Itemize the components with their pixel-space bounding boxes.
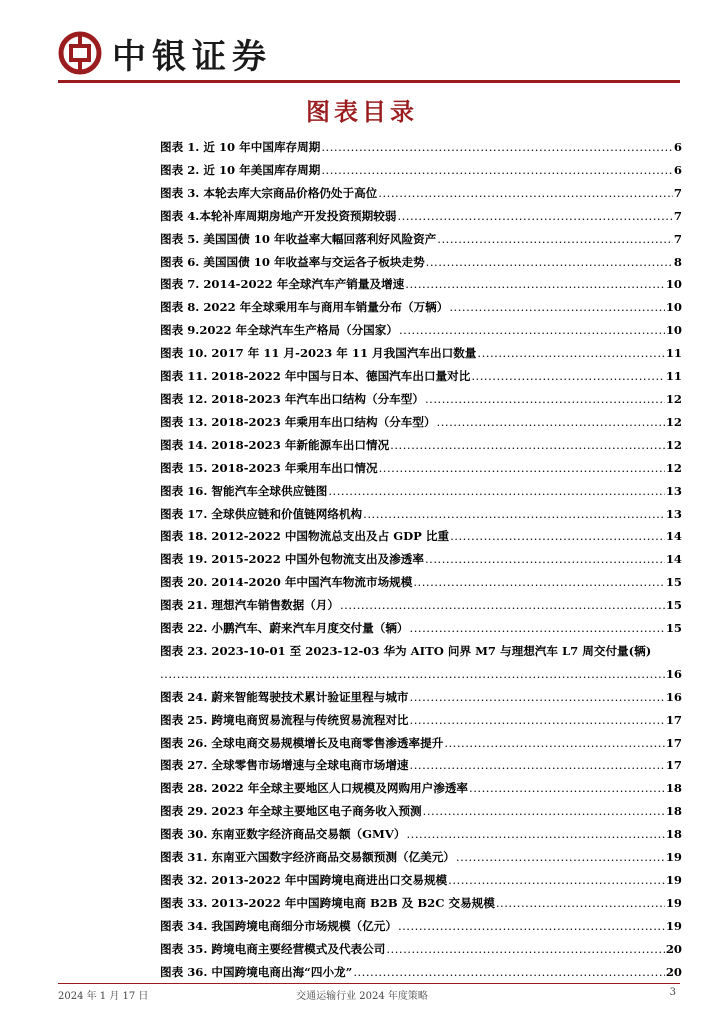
toc-entry-label: 图表 13. 2018-2023 年乘用车出口结构（分车型） (160, 414, 436, 429)
toc-leader-dots (471, 365, 665, 388)
toc-entry-page: 13 (665, 483, 682, 498)
toc-entry-label: 图表 33. 2013-2022 年中国跨境电商 B2B 及 B2C 交易规模 (160, 895, 495, 910)
toc-entry-label: 图表 28. 2022 年全球主要地区人口规模及网购用户渗透率 (160, 781, 469, 796)
toc-entry[interactable] (160, 525, 682, 548)
toc-entry-label: 图表 3. 本轮去库大宗商品价格仍处于高位 (160, 185, 378, 200)
toc-leader-dots (328, 480, 664, 503)
toc-entry-label: 图表 26. 全球电商交易规模增长及电商零售渗透率提升 (160, 735, 444, 750)
toc-entry-page: 18 (665, 781, 682, 796)
toc-entry-label: 图表 8. 2022 年全球乘用车与商用车销量分布（万辆） (160, 300, 449, 315)
toc-entry-label: 图表 19. 2015-2022 中国外包物流支出及渗透率 (160, 552, 424, 567)
toc-entry-label: 图表 6. 美国国债 10 年收益率与交运各子板块走势 (160, 254, 425, 269)
toc-entry[interactable] (160, 754, 682, 777)
toc-leader-dots (425, 388, 665, 411)
toc-entry-page: 17 (665, 712, 682, 727)
toc-entry-page: 7 (673, 185, 682, 200)
toc-entry-label: 图表 24. 蔚来智能驾驶技术累计验证里程与城市 (160, 689, 409, 704)
toc-leader-dots (450, 525, 665, 548)
toc-entry[interactable] (160, 296, 682, 319)
toc-entry-label: 图表 36. 中国跨境电商出海“四小龙” (160, 964, 353, 979)
footer-divider (58, 983, 680, 984)
toc-entry[interactable] (160, 686, 682, 709)
toc-entry-label: 图表 12. 2018-2023 年汽车出口结构（分车型） (160, 391, 424, 406)
toc-entry[interactable] (160, 846, 682, 869)
toc-leader-dots (410, 686, 665, 709)
bank-of-china-logo-icon (58, 31, 102, 75)
toc-entry[interactable] (160, 411, 682, 434)
toc-entry-label: 图表 1. 近 10 年中国库存周期 (160, 140, 321, 154)
toc-entry-page: 19 (665, 873, 682, 887)
toc-entry-label: 图表 30. 东南亚数字经济商品交易额（GMV） (160, 827, 406, 842)
toc-entry-label: 图表 35. 跨境电商主要经营模式及代表公司 (160, 941, 386, 956)
toc-entry-page: 15 (665, 621, 682, 636)
toc-entry-label: 图表 10. 2017 年 11 月-2023 年 11 月我国汽车出口数量 (160, 346, 477, 361)
toc-entry-page: 12 (665, 391, 682, 406)
footer-date: 2024 年 1 月 17 日 (58, 991, 149, 1002)
toc-entry[interactable] (160, 800, 682, 823)
toc-entry-page: 12 (665, 437, 682, 452)
toc-entry-page: 8 (673, 254, 682, 269)
toc-leader-dots (423, 800, 665, 823)
toc-entry-label: 图表 16. 智能汽车全球供应链图 (160, 483, 328, 498)
toc-entry-label: 图表 18. 2012-2022 中国物流总支出及占 GDP 比重 (160, 529, 450, 544)
toc-entry-page: 20 (665, 964, 682, 979)
toc-leader-dots (386, 938, 665, 961)
toc-entry[interactable] (160, 342, 682, 365)
toc-leader-dots (379, 457, 665, 480)
toc-entry-page: 16 (665, 689, 682, 704)
toc-entry-page: 10 (665, 277, 682, 292)
footer-page-number: 3 (669, 987, 676, 998)
toc-entry-label: 图表 23. 2023-10-01 至 2023-12-03 华为 AITO 问界 M7 与理想汽车 L7 周交付量(辆) (160, 643, 652, 658)
toc-entry[interactable] (160, 319, 682, 342)
toc-leader-dots (456, 846, 665, 869)
toc-leader-dots (321, 159, 673, 182)
toc-entry-page: 7 (673, 231, 682, 246)
toc-entry-label: 图表 21. 理想汽车销售数据（月） (160, 598, 339, 613)
toc-entry[interactable] (160, 823, 682, 846)
toc-entry[interactable] (160, 228, 682, 251)
toc-leader-dots (496, 892, 665, 915)
toc-entry-label: 图表 5. 美国国债 10 年收益率大幅回落利好风险资产 (160, 231, 437, 246)
toc-leader-dots (437, 411, 665, 434)
toc-entry[interactable] (160, 571, 682, 594)
toc-entry[interactable] (160, 640, 682, 686)
toc-entry-label: 图表 32. 2013-2022 年中国跨境电商进出口交易规模 (160, 873, 448, 887)
toc-entry-page: 14 (665, 529, 682, 544)
toc-entry-page: 7 (673, 208, 682, 223)
toc-leader-dots (405, 273, 665, 296)
toc-leader-dots (340, 594, 665, 617)
toc-leader-dots (444, 732, 665, 755)
toc-entry[interactable] (160, 388, 682, 411)
toc-leader-dots (437, 228, 673, 251)
toc-leader-dots (477, 342, 664, 365)
toc-leader-dots (410, 709, 665, 732)
toc-entry-label: 图表 2. 近 10 年美国库存周期 (160, 162, 321, 177)
toc-title: 图表目录 (306, 98, 418, 126)
toc-leader-dots (321, 136, 673, 159)
toc-entry-page: 17 (665, 735, 682, 750)
toc-entry-page: 13 (665, 506, 682, 521)
toc-entry[interactable] (160, 434, 682, 457)
toc-entry[interactable] (160, 732, 682, 755)
header-divider (58, 80, 680, 83)
toc-entry-page: 17 (665, 758, 682, 773)
toc-entry[interactable] (160, 869, 682, 892)
toc-entry-label: 图表 25. 跨境电商贸易流程与传统贸易流程对比 (160, 712, 409, 727)
toc-entry-page: 18 (665, 827, 682, 842)
toc-entry-label: 图表 15. 2018-2023 年乘用车出口情况 (160, 460, 378, 475)
toc-leader-dots (410, 617, 665, 640)
toc-leader-dots (448, 869, 665, 892)
toc-entry[interactable] (160, 205, 682, 228)
toc-entry-label: 图表 29. 2023 年全球主要地区电子商务收入预测 (160, 804, 422, 819)
toc-leader-dots (425, 548, 665, 571)
toc-entry-page: 11 (665, 346, 682, 361)
toc-entry-label: 图表 14. 2018-2023 年新能源车出口情况 (160, 437, 390, 452)
toc-entry[interactable] (160, 709, 682, 732)
toc-entry-label: 图表 27. 全球零售市场增速与全球电商市场增速 (160, 758, 409, 773)
toc-entry-label: 图表 4.本轮补库周期房地产开发投资预期较弱 (160, 208, 397, 223)
toc-entry[interactable] (160, 365, 682, 388)
toc-entry-page: 12 (665, 460, 682, 475)
toc-entry-page: 6 (673, 162, 682, 177)
toc-entry-label: 图表 11. 2018-2022 年中国与日本、德国汽车出口量对比 (160, 369, 471, 384)
toc-leader-dots (160, 663, 665, 686)
toc-entry[interactable] (160, 251, 682, 274)
toc-entry[interactable] (160, 159, 682, 182)
toc-entry[interactable] (160, 503, 682, 526)
toc-leader-dots (399, 319, 665, 342)
toc-leader-dots (390, 434, 665, 457)
toc-leader-dots (397, 205, 672, 228)
toc-entry[interactable] (160, 961, 682, 984)
toc-entry-page: 10 (665, 323, 682, 338)
toc-entry-label: 图表 20. 2014-2020 年中国汽车物流市场规模 (160, 575, 413, 590)
toc-entry[interactable] (160, 915, 682, 938)
toc-entry-page: 20 (665, 941, 682, 956)
toc-leader-dots (410, 754, 665, 777)
toc-leader-dots (413, 571, 665, 594)
toc-entry-label: 图表 7. 2014-2022 年全球汽车产销量及增速 (160, 277, 405, 292)
toc-entry-page: 14 (665, 552, 682, 567)
toc-entry[interactable] (160, 182, 682, 205)
toc-entry-label: 图表 22. 小鹏汽车、蔚来汽车月度交付量（辆） (160, 621, 409, 636)
toc-entry-page: 19 (665, 850, 682, 865)
toc-entry[interactable] (160, 594, 682, 617)
toc-entry[interactable] (160, 457, 682, 480)
toc-leader-dots (449, 296, 665, 319)
toc-entry-page: 15 (665, 598, 682, 613)
toc-entry-label: 图表 9.2022 年全球汽车生产格局（分国家） (160, 323, 398, 338)
toc-entry[interactable] (160, 777, 682, 800)
toc-leader-dots (398, 915, 665, 938)
toc-entry[interactable] (160, 548, 682, 571)
report-header (58, 28, 272, 78)
toc-entry[interactable] (160, 136, 682, 159)
toc-entry[interactable] (160, 617, 682, 640)
toc-leader-dots (406, 823, 664, 846)
toc-entry[interactable] (160, 892, 682, 915)
toc-leader-dots (353, 961, 665, 984)
toc-entry-label: 图表 31. 东南亚六国数字经济商品交易额预测（亿美元） (160, 850, 455, 865)
footer-report-name: 交通运输行业 2024 年度策略 (296, 991, 428, 1002)
toc-entry-page: 11 (665, 369, 682, 384)
toc-entry[interactable] (160, 938, 682, 961)
toc-entry-page: 16 (665, 666, 682, 681)
table-of-figures (160, 136, 682, 984)
toc-entry-page: 19 (665, 918, 682, 933)
toc-entry[interactable] (160, 273, 682, 296)
toc-entry-page: 15 (665, 575, 682, 590)
toc-leader-dots (378, 182, 673, 205)
toc-entry-page: 6 (673, 140, 682, 154)
toc-entry[interactable] (160, 480, 682, 503)
toc-entry-label: 图表 17. 全球供应链和价值链网络机构 (160, 506, 363, 521)
brand-name: 中银证券 (112, 36, 272, 77)
toc-entry-page: 12 (665, 414, 682, 429)
toc-leader-dots (363, 503, 665, 526)
toc-entry-page: 18 (665, 804, 682, 819)
toc-leader-dots (469, 777, 665, 800)
toc-entry-page: 10 (665, 300, 682, 315)
toc-entry-label: 图表 34. 我国跨境电商细分市场规模（亿元） (160, 918, 397, 933)
toc-entry-page: 19 (665, 895, 682, 910)
toc-leader-dots (426, 251, 673, 274)
